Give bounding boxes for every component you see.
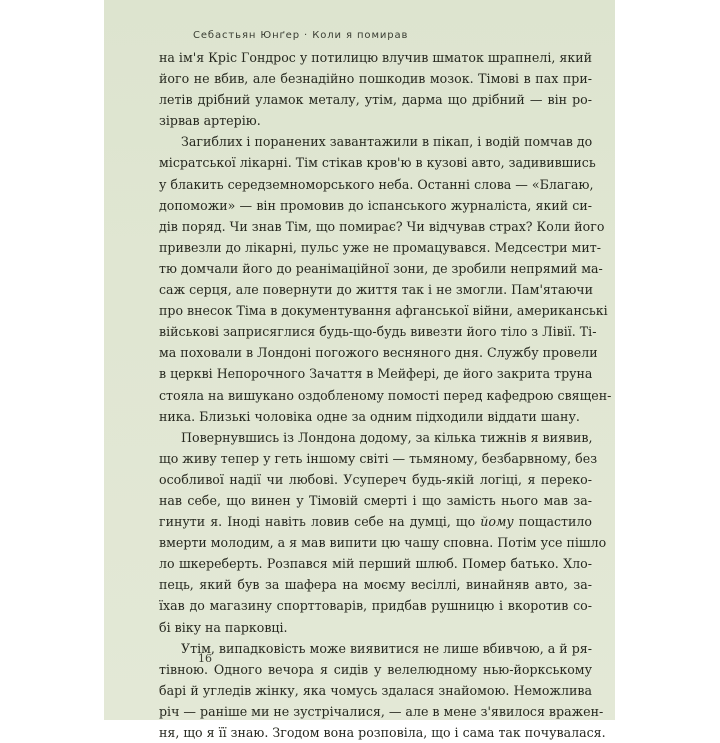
book-page <box>104 0 615 740</box>
text-line: про внесок Тіма в документування афганської війни, американські <box>159 303 608 319</box>
page-number: 16 <box>198 652 212 665</box>
text-line: на ім'я Кріс Гондрос у потилицю влучив шматок шрапнелі, який <box>159 50 592 65</box>
text-line: в церкві Непорочного Зачаття в Мейфері, де його закрита труна <box>159 366 593 382</box>
text-line: летів дрібний уламок металу, утім, дарма що дрібний — він ро- <box>159 92 592 108</box>
body-text <box>159 47 612 743</box>
text-line: вмерти молодим, а я мав випити цю чашу сповна. Потім усе пішло <box>159 535 607 551</box>
text-line-with-emphasis <box>159 511 592 532</box>
text-line: військові заприсяглися будь-що-будь вивезти його тіло з Лівії. Ті- <box>159 324 597 340</box>
text-line: бі віку на парковці. <box>159 619 288 635</box>
paragraph-start-line: Утім, випадковість може виявитися не лише вбивчою, а й ря- <box>181 640 592 656</box>
text-line: особливої надії чи любові. Усупереч будь-якій логіці, я переко- <box>159 471 592 487</box>
text-line: ня, що я її знаю. Згодом вона розповіла, що і сама так почувалася. <box>159 725 606 740</box>
running-head: Себастьян Юнґер · Коли я помирав <box>193 30 409 41</box>
text-line: тю домчали його до реанімаційної зони, де зробили непрямий ма- <box>159 260 603 276</box>
text-line: дів поряд. Чи знав Тім, що помирає? Чи відчував страх? Коли його <box>159 218 605 234</box>
paragraph-start-line: Повернувшись із Лондона додому, за кілька тижнів я виявив, <box>181 429 593 445</box>
text-line: нав себе, що винен у Тімовій смерті і що замість нього мав за- <box>159 492 592 508</box>
text-line: зірвав артерію. <box>159 113 261 129</box>
text-line: що живу тепер у геть іншому світі — тьмяному, безбарвному, без <box>159 450 598 466</box>
text-line: тівною. Одного вечора я сидів у велелюдному нью-йоркському <box>159 661 592 677</box>
paragraph-start-line: Загиблих і поранених завантажили в пікап, і водій помчав до <box>181 134 593 150</box>
text-line: саж серця, але повернути до життя так і не змогли. Пам'ятаючи <box>159 282 594 298</box>
text-line: річ — раніше ми не зустрічалися, — але в мене з'явилося вражен- <box>159 703 604 719</box>
text-line: їхав до магазину спорттоварів, придбав рушницю і вкоротив со- <box>159 598 592 614</box>
text-line: стояла на вишукано оздобленому помості перед кафедрою священ- <box>159 387 612 403</box>
text-line: ника. Близькі чоловіка одне за одним підходили віддати шану. <box>159 408 580 424</box>
text-line: пець, який був за шафера на моєму весіллі, винайняв авто, за- <box>159 577 592 593</box>
emphasis-text: йому <box>480 514 514 530</box>
text-line: допоможи» — він промовив до іспанського журналіста, який си- <box>159 197 592 213</box>
text-line: барі й угледів жінку, яка чомусь здалася знайомою. Неможлива <box>159 682 592 698</box>
text-line: привезли до лікарні, пульс уже не промацувався. Медсестри мит- <box>159 239 601 255</box>
text-line: у блакить середземноморського неба. Останні слова — «Благаю, <box>159 176 594 192</box>
text-segment: пощастило <box>513 514 592 530</box>
text-line: ло шкереберть. Розпався мій перший шлюб. Помер батько. Хло- <box>159 556 592 572</box>
text-segment: гинути я. Іноді навіть ловив себе на думці, що <box>159 514 481 530</box>
text-line: його не вбив, але безнадійно пошкодив мозок. Тімові в пах при- <box>159 71 592 87</box>
text-line: місратської лікарні. Тім стікав кров'ю в кузові авто, задивившись <box>159 155 596 171</box>
text-line: ма поховали в Лондоні погожого весняного дня. Службу провели <box>159 345 598 361</box>
